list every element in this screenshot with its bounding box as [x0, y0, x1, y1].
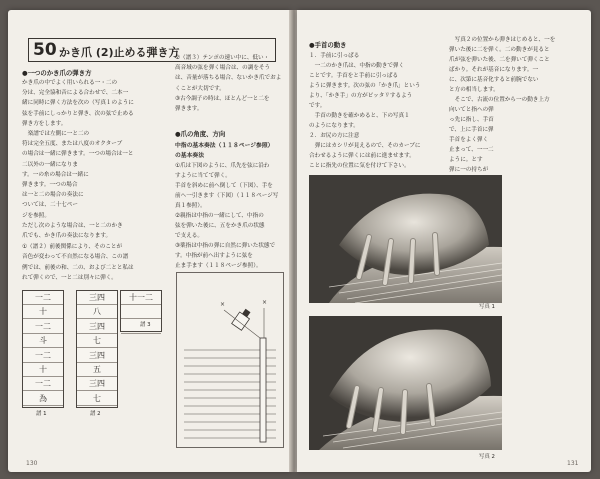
text-line: は、音量が落ちる場合、ないかき爪でおよ	[175, 75, 282, 82]
text-line: 音色が変わって不自然になる場合、この譜	[22, 254, 129, 261]
text-line: 合わせるように弾くには前に進ませます。	[309, 153, 415, 159]
text-line: ２．お尻の方に注意	[309, 133, 360, 139]
chapter-title: かき爪 (2)止める弾き方	[59, 46, 180, 59]
text-line: 向いてと指への弾	[449, 107, 494, 113]
page-number-right: 131	[567, 460, 579, 467]
score-cell: 一二	[23, 349, 63, 363]
text-line: 弾きます。	[175, 106, 203, 112]
text-line: です。	[309, 103, 326, 109]
photo-1-caption: 写真 1	[479, 304, 495, 310]
text-line: 弾き方をします。	[22, 120, 67, 127]
text-line: 爪が弦を弾いた後、二を弾いて弾くこと	[449, 57, 550, 63]
text-line: 弾に一の持ちが	[449, 167, 489, 173]
score-cell: 五	[77, 363, 117, 377]
score-cell	[121, 305, 161, 319]
text-line: は一と二の場合の奏法に	[22, 192, 84, 199]
text-line: ②親指は中指の一緒にして、中指の	[175, 213, 264, 219]
text-line: 二以外の一緒になりま	[22, 161, 78, 168]
text-line: で支える。	[175, 233, 203, 239]
text-line: 弾にはカシリが見えるので、そのカーブに	[309, 143, 421, 149]
text-line: 止まって、一一二	[449, 147, 494, 153]
score-cell: 三四	[77, 377, 117, 391]
score-cell: 七	[77, 392, 117, 406]
photo-2-caption: 写真 2	[479, 454, 495, 460]
text-line: れて弾くので、一と二は別々に弾く。	[22, 275, 117, 281]
score-cell: 為	[23, 392, 63, 406]
text-line: そこで、古流の位置から一の動き上方	[449, 97, 550, 103]
text-line: っ先に指し、手首	[449, 117, 494, 123]
text-line: ①（譜２）前後関係により、そのことが	[22, 243, 123, 250]
score-cell: 七	[77, 334, 117, 348]
svg-text:×: ×	[262, 299, 268, 306]
text-line: 写真２の位置から弾きはじめると、一を	[449, 37, 556, 43]
page-number-left: 130	[26, 460, 38, 467]
score-cell: 八	[77, 305, 117, 319]
text-line: の場合は一緒に弾きます。一つの場合は一と	[22, 151, 134, 158]
text-line: 真１参照）。	[175, 203, 206, 209]
text-line: と方の相当します。	[449, 87, 499, 93]
text-line: 爪でも、かき爪の奏法になります。	[22, 233, 112, 240]
score-cell: 三四	[77, 349, 117, 363]
text-line: のようになります。	[309, 123, 359, 129]
text-line: すように当てて弾く。	[175, 173, 231, 179]
text-line: 手首を斜めに前へ倒して（下図）、手を	[175, 183, 273, 189]
text-line: ジを参照。	[22, 212, 50, 219]
score-figure-3-caption: 譜 3	[140, 322, 151, 328]
text-line: 弦を弾いた後に、五をかき爪の状態	[175, 223, 265, 229]
text-line: ことに指先の位置に気を付けて下さい。	[309, 163, 410, 169]
chapter-number: 50	[33, 40, 57, 60]
score-cell: 斗	[23, 334, 63, 348]
score-cell: 三四	[77, 291, 117, 305]
section3-heading: ●手首の動き	[309, 41, 347, 49]
section2-heading: ●爪の角度、方向	[175, 130, 226, 138]
score-figure-1-caption: 譜 1	[36, 411, 47, 417]
text-line: ばかり。それが基音になります。一	[449, 67, 539, 73]
score-cell: 一二	[23, 377, 63, 391]
text-line: 一二のかき爪は、中指の動きで弾く	[309, 63, 405, 69]
score-figure-2	[76, 290, 118, 408]
left-page	[8, 10, 291, 472]
text-line: 手首をよく弾く	[449, 137, 489, 143]
text-line: 止ま手ます（１１８ページ参照）。	[175, 263, 262, 269]
right-page	[297, 10, 591, 472]
text-line: 例では、前後の和、二の、および二とと私は	[22, 264, 134, 271]
text-line: １．手前に引っぱる	[309, 53, 360, 59]
text-line: 分は、完全協和音による合わせで、二本一	[22, 90, 129, 97]
score-cell: 十	[23, 363, 63, 377]
score-cell: 一二	[23, 320, 63, 334]
text-line: より、「かき手」の方がピッタリするよう	[309, 93, 413, 99]
text-line: ついては、二十七ペー	[22, 202, 78, 209]
svg-text:×: ×	[220, 301, 226, 308]
section2-subheading-2: の基本奏法	[175, 153, 204, 159]
section1-heading: ●一つのかき爪の弾き方	[22, 69, 92, 77]
text-line: 弦を手前にしっかりと弾き、次の弦で止める	[22, 110, 134, 117]
score-cell: 十	[23, 305, 63, 319]
text-line: ③薬指は中指の弾に自然に弾いた状態で	[175, 243, 276, 249]
text-line: かき爪の中でよく用いられる一・二の	[22, 80, 118, 86]
text-line: 手首の動きを確かめると、下の写真１	[309, 113, 410, 119]
score-cell: 十一二	[121, 291, 161, 305]
text-line: ことです。手首をと手前に引っぱる	[309, 73, 399, 79]
text-line: ③古今調子の時は、ほとんど一と二を	[175, 95, 270, 102]
koto-strings-diagram	[176, 272, 284, 448]
text-line: ②（譜３）テンポの速い中に、低い・	[175, 55, 270, 61]
text-line: 楽譜では左側に一と二の	[22, 131, 90, 137]
text-line: 高音域の弦を弾く場合は、の調をそう	[175, 65, 271, 72]
text-line: ただし次のような場合は、一と二のかき	[22, 223, 123, 229]
section2-subheading: 中指の基本奏法（１１８ページ参照）	[175, 143, 274, 149]
text-line: に、次第に基音化すると前腕でない	[449, 77, 539, 83]
photo-1	[309, 175, 502, 303]
score-cell: 一二	[23, 291, 63, 305]
text-line: ように。とす	[449, 157, 483, 163]
score-figure-2-caption: 譜 2	[90, 411, 101, 417]
text-line: で、上に手首に弾	[449, 127, 494, 133]
text-line: 前へ一引きます（下図）（１１８ページ写	[175, 193, 279, 199]
text-line: 符は完全五度、または八度のオクターブ	[22, 141, 123, 148]
score-figure-1	[22, 290, 64, 408]
text-line: ように弾きます。次の弦の「かき爪」という	[309, 83, 421, 89]
text-line: 弾いた後に二を弾く。二の動きが見ると	[449, 47, 550, 53]
text-line: 緒に同時に弾く方法を次の（写真１のように	[22, 100, 134, 107]
text-line: ①爪は下図のように、爪先を弦に沿わ	[175, 163, 270, 169]
photo-2	[309, 316, 502, 450]
score-cell: 三四	[77, 320, 117, 334]
text-line: 弾きます。一つの場合	[22, 182, 78, 188]
text-line: す。一の糸の場合は一緒に	[22, 171, 89, 178]
text-line: す。中指が前へ出すように弦を	[175, 253, 253, 259]
text-line: くことが大切です。	[175, 85, 225, 92]
